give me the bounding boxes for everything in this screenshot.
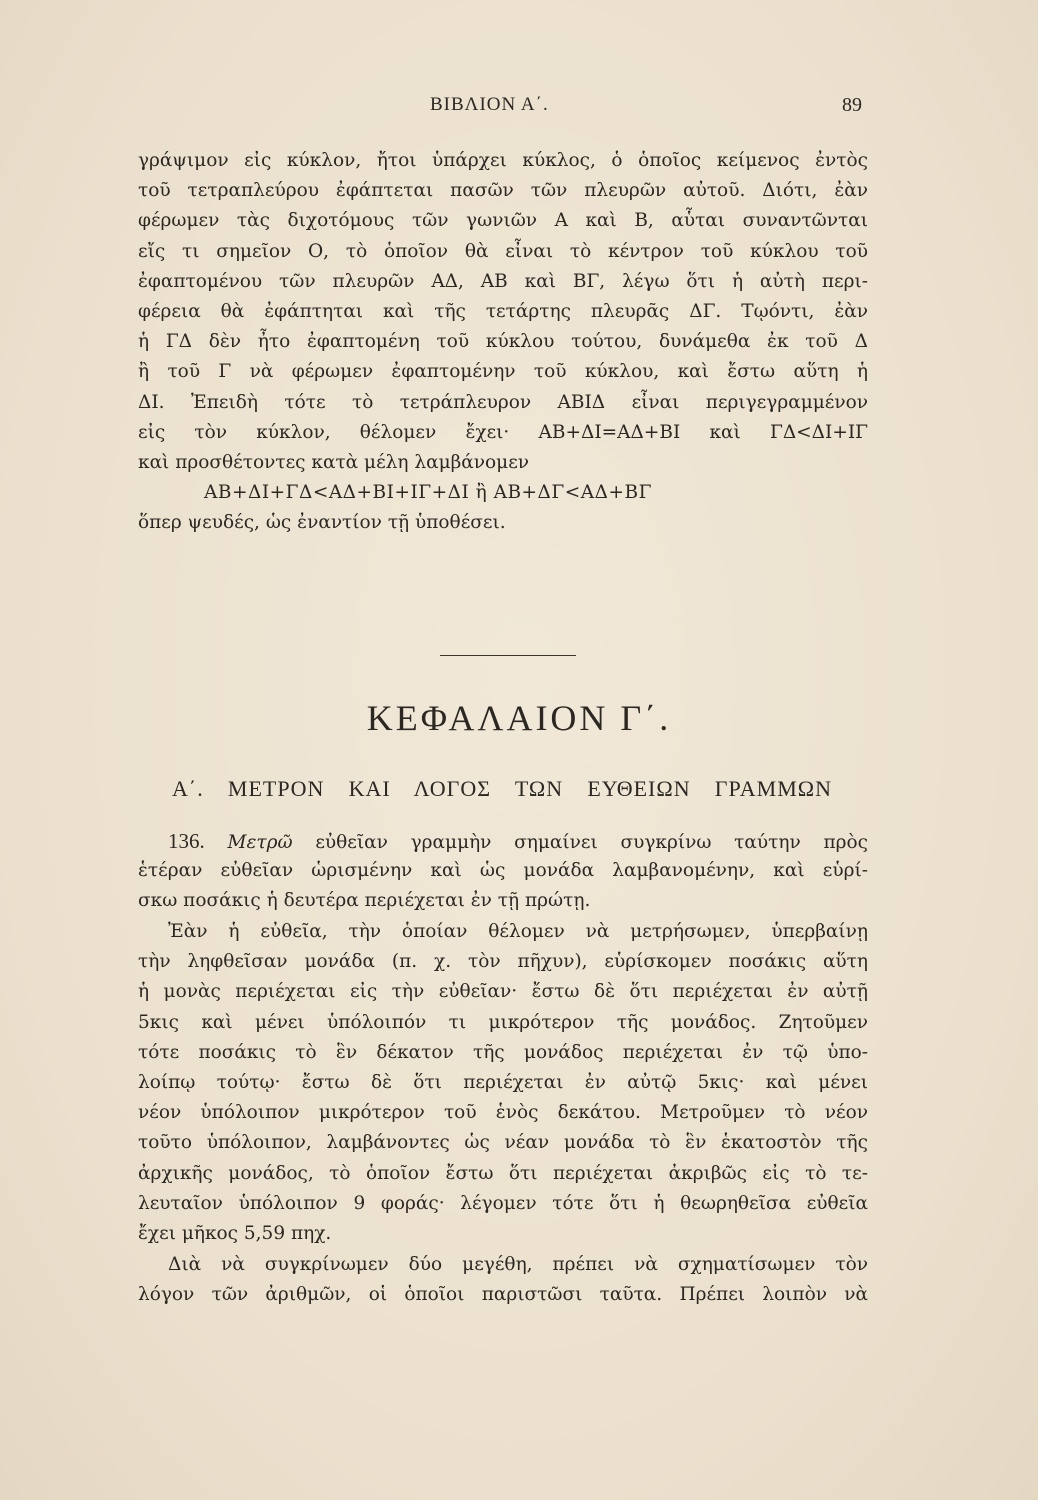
- text-line: τοῦτο ὑπόλοιπον, λαμβάνοντες ὡς νέαν μονάδα τὸ ἓν ἑκατοστὸν τῆς: [138, 1132, 868, 1154]
- continued-proof-text: [138, 146, 868, 538]
- text-line: τοῦ τετραπλεύρου ἐφάπτεται πασῶν τῶν πλευρῶν αὐτοῦ. Διότι, ἐὰν: [138, 180, 868, 202]
- paragraph-measurement: [138, 917, 868, 1249]
- text-line: ἐφαπτομένου τῶν πλευρῶν ΑΔ, ΑΒ καὶ ΒΓ, λέγω ὅτι ἡ αὐτὴ περι-: [138, 270, 868, 292]
- text-line: φέρωμεν τὰς διχοτόμους τῶν γωνιῶν Α καὶ Β, αὗται συναντῶνται: [138, 210, 868, 232]
- text-line: καὶ προσθέτοντες κατὰ μέλη λαμβάνομεν: [138, 451, 530, 473]
- text-line: εἰς τὸν κύκλον, θέλομεν ἔχει· ΑΒ+ΔΙ=ΑΔ+ΒΙ καὶ ΓΔ<ΔΙ+ΙΓ: [138, 421, 868, 443]
- paragraph-number: 136.: [168, 829, 205, 853]
- section-title: Α΄. ΜΕΤΡΟΝ ΚΑΙ ΛΟΓΟΣ ΤΩΝ ΕΥΘΕΙΩΝ ΓΡΑΜΜΩΝ: [172, 776, 832, 801]
- chapter-title: ΚΕΦΑΛΑΙΟΝ Γ΄.: [366, 698, 672, 738]
- text-line: ἢ τοῦ Γ νὰ φέρωμεν ἐφαπτομένην τοῦ κύκλου, καὶ ἔστω αὕτη ἡ: [138, 361, 868, 383]
- text-line: γράψιμον εἰς κύκλον, ἤτοι ὑπάρχει κύκλος, ὁ ὁποῖος κείμενος ἐντὸς: [138, 150, 868, 171]
- paragraph-first-line: [138, 826, 868, 856]
- running-header: [0, 94, 1038, 120]
- text-line: ἡ μονὰς περιέχεται εἰς τὴν εὐθεῖαν· ἔστω δὲ ὅτι περιέχεται ἐν αὐτῇ: [138, 981, 868, 1003]
- section-divider: [440, 655, 576, 656]
- text-line: σκω ποσάκις ἡ δευτέρα περιέχεται ἐν τῇ πρώτῃ.: [138, 890, 591, 912]
- text-line: λόγον τῶν ἀριθμῶν, οἱ ὁποῖοι παριστῶσι ταῦτα. Πρέπει λοιπὸν νὰ: [138, 1284, 868, 1306]
- text-line: λοίπῳ τούτῳ· ἔστω δὲ ὅτι περιέχεται ἐν αὐτῷ 5κις· καὶ μένει: [138, 1071, 868, 1093]
- text-line: νέον ὑπόλοιπον μικρότερον τοῦ ἑνὸς δεκάτου. Μετροῦμεν τὸ νέον: [138, 1102, 868, 1124]
- text-line: ἡ ΓΔ δὲν ἦτο ἐφαπτομένη τοῦ κύκλου τούτου, δυνάμεθα ἐκ τοῦ Δ: [138, 331, 868, 353]
- text-line: Ἐὰν ἡ εὐθεῖα, τὴν ὁποίαν θέλομεν νὰ μετρήσωμεν, ὑπερβαίνῃ: [168, 921, 868, 942]
- text-line: ΔΙ. Ἐπειδὴ τότε τὸ τετράπλευρον ΑΒΙΔ εἶναι περιγεγραμμένον: [138, 391, 868, 413]
- defined-term: Μετρῶ: [227, 832, 293, 853]
- paragraph-ratio: [138, 1250, 868, 1310]
- text-line: 5κις καὶ μένει ὑπόλοιπόν τι μικρότερον τῆς μονάδος. Ζητοῦμεν: [138, 1011, 868, 1033]
- text-line: ἔχει μῆκος 5,59 πηχ.: [138, 1222, 332, 1244]
- text-line: Διὰ νὰ συγκρίνωμεν δύο μεγέθη, πρέπει νὰ σχηματίσωμεν τὸν: [168, 1254, 868, 1275]
- text-fragment: εὐθεῖαν γραμμὴν σημαίνει συγκρίνω ταύτην πρὸς: [315, 832, 868, 853]
- paragraph-136: [138, 826, 868, 917]
- text-line: τότε ποσάκις τὸ ἓν δέκατον τῆς μονάδος περιέχεται ἐν τῷ ὑπο-: [138, 1041, 868, 1063]
- text-line: ἑτέραν εὐθεῖαν ὡρισμένην καὶ ὡς μονάδα λαμβανομένην, καὶ εὑρί-: [138, 860, 868, 882]
- text-line: ὅπερ ψευδές, ὡς ἐναντίον τῇ ὑποθέσει.: [138, 512, 506, 534]
- text-line: τὴν ληφθεῖσαν μονάδα (π. χ. τὸν πῆχυν), εὑρίσκομεν ποσάκις αὕτη: [138, 951, 868, 973]
- inequality-equation: ΑΒ+ΔΙ+ΓΔ<ΑΔ+ΒΙ+ΙΓ+ΔΙ ἢ ΑΒ+ΔΓ<ΑΔ+ΒΓ: [204, 482, 652, 504]
- text-line: ἀρχικῆς μονάδος, τὸ ὁποῖον ἔστω ὅτι περιέχεται ἀκριβῶς εἰς τὸ τε-: [138, 1162, 868, 1184]
- page-number: 89: [842, 94, 862, 116]
- text-line: φέρεια θὰ ἐφάπτηται καὶ τῆς τετάρτης πλευρᾶς ΔΓ. Τῳόντι, ἐὰν: [138, 300, 868, 322]
- running-title: ΒΙΒΛΙΟΝ Α΄.: [430, 94, 549, 115]
- text-line: εἴς τι σημεῖον Ο, τὸ ὁποῖον θὰ εἶναι τὸ κέντρον τοῦ κύκλου τοῦ: [138, 240, 868, 262]
- text-line: λευταῖον ὑπόλοιπον 9 φοράς· λέγομεν τότε ὅτι ἡ θεωρηθεῖσα εὐθεῖα: [138, 1192, 868, 1214]
